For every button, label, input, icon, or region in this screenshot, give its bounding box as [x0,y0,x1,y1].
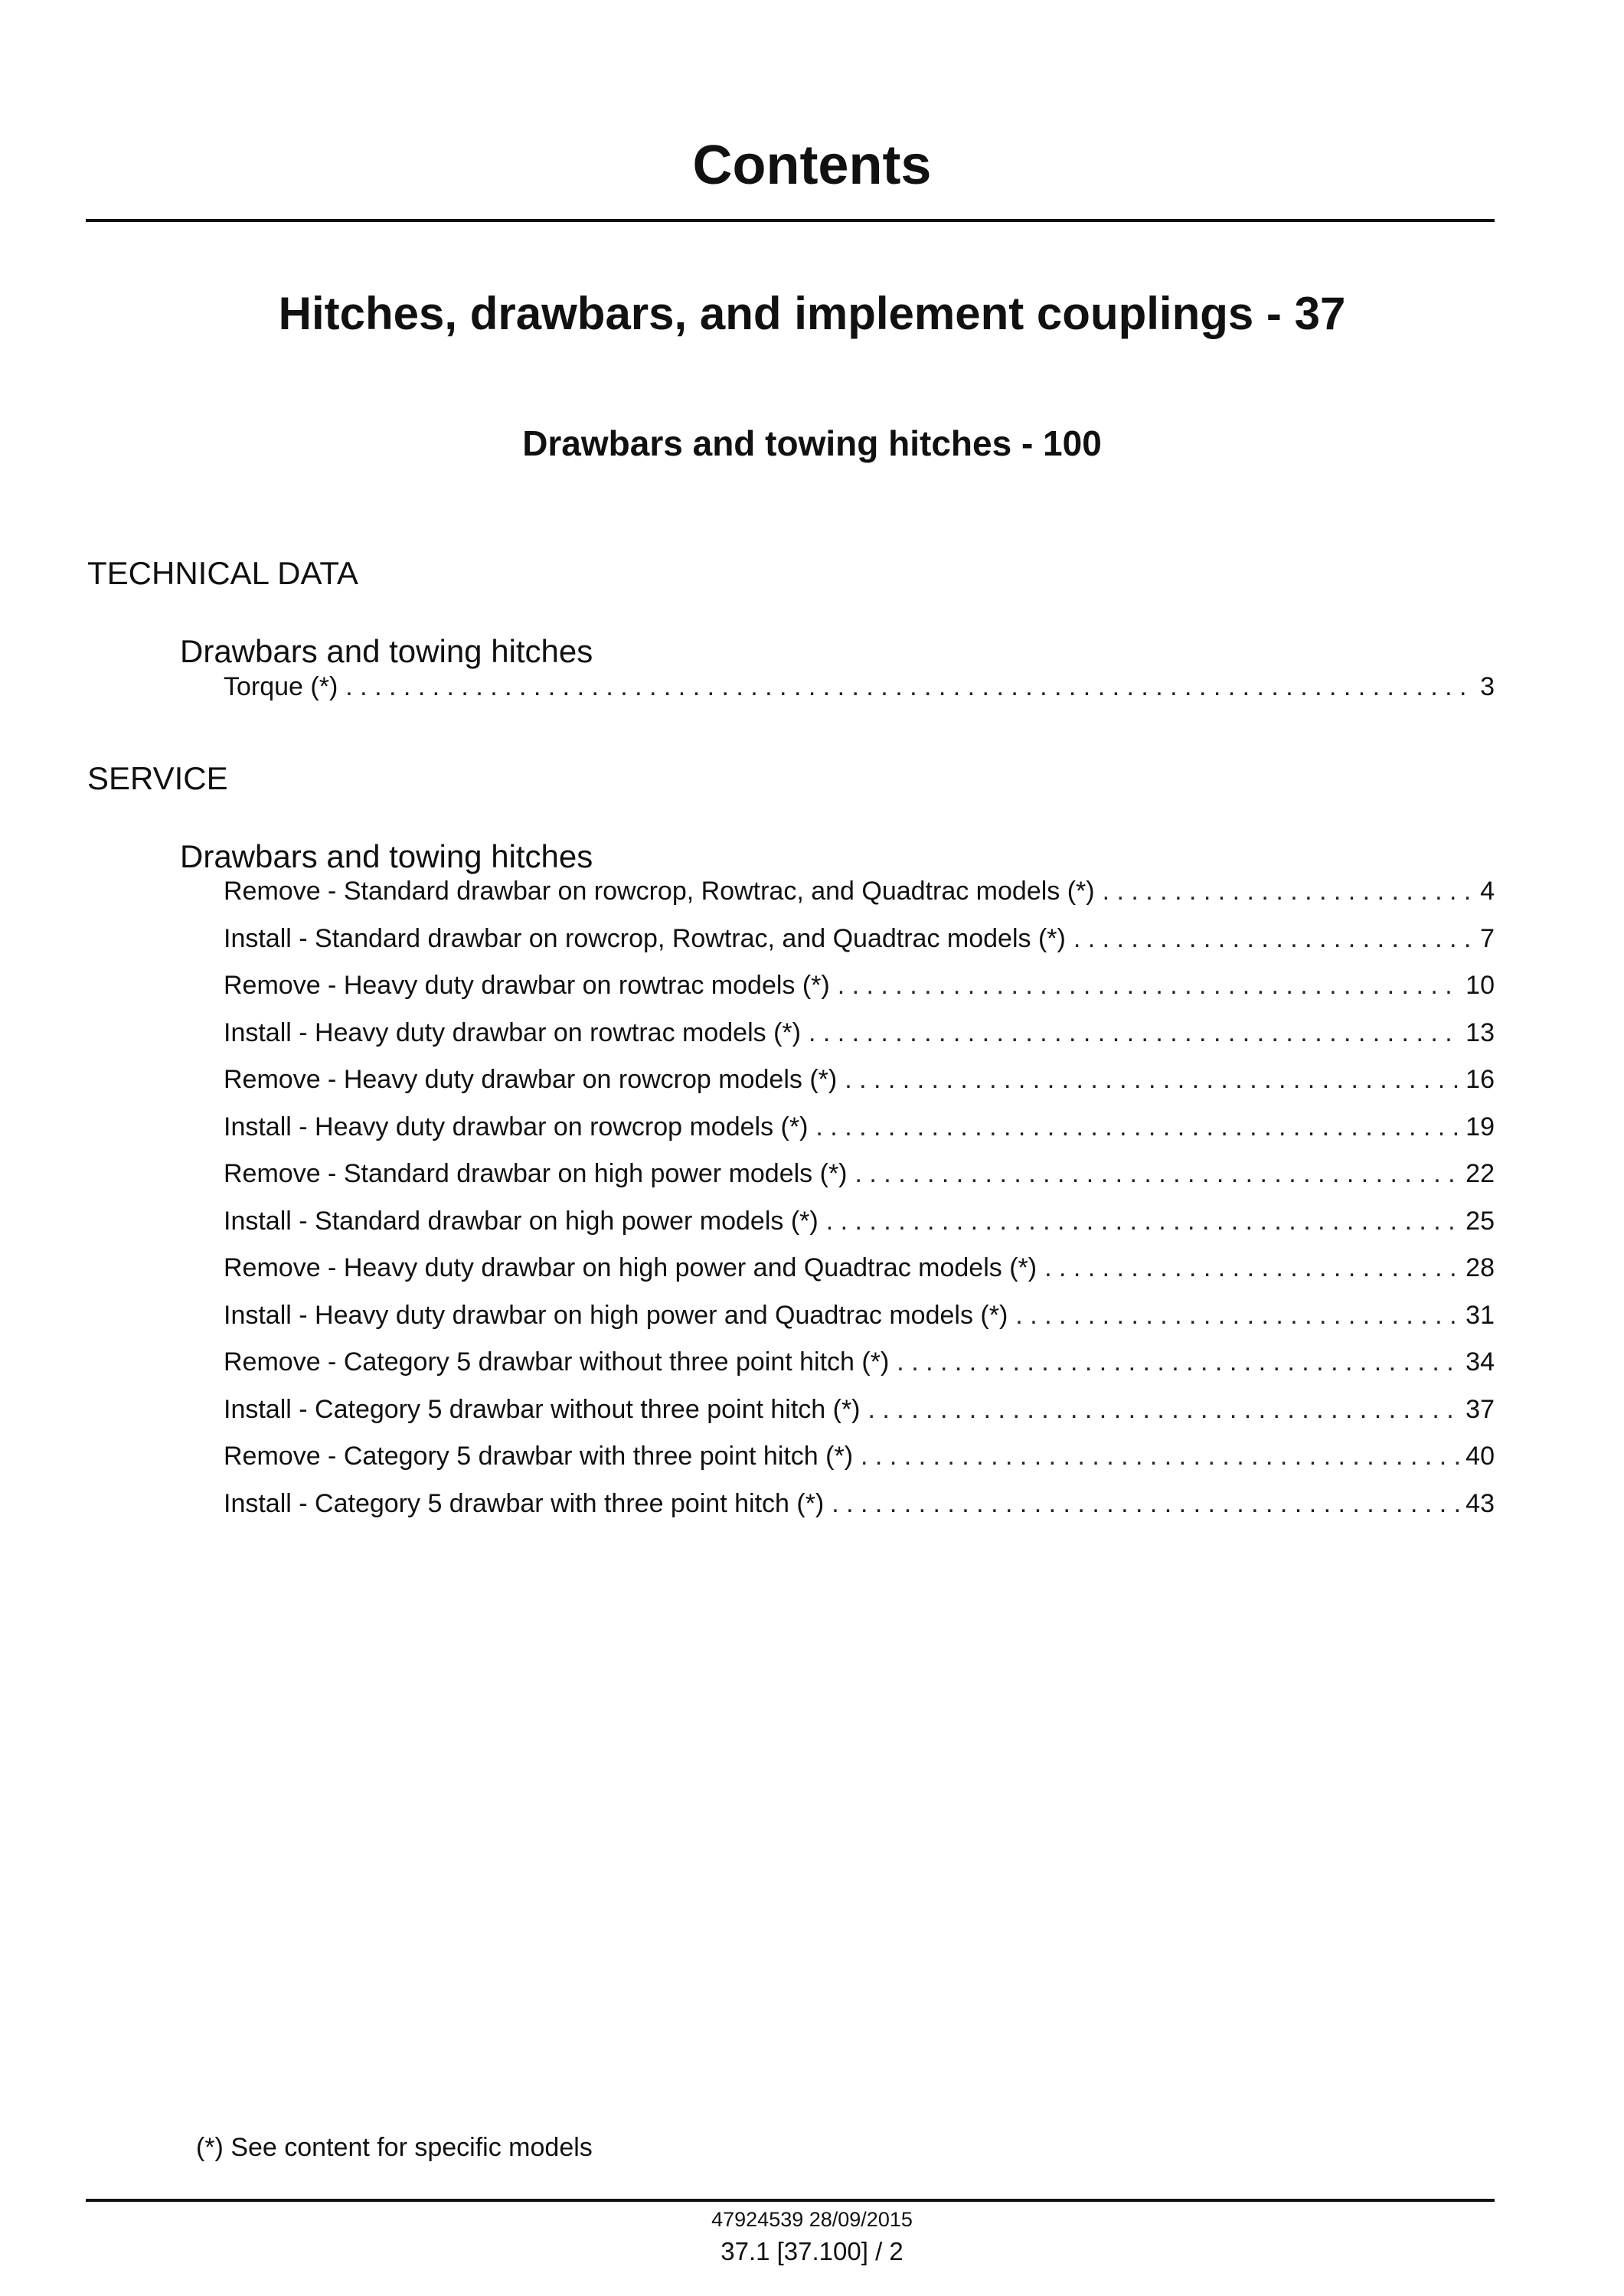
toc-entry-page: 40 [1466,1442,1495,1471]
page-title: Contents [692,135,932,196]
toc-entry-page: 19 [1466,1112,1495,1141]
technical-data-heading: TECHNICAL DATA [87,555,358,591]
toc-entry-page: 22 [1466,1159,1495,1188]
toc-entry[interactable] [224,1488,1495,1538]
toc-entry-label: Install - Heavy duty drawbar on high power and Quadtrac models (*) [224,1300,1008,1330]
header-divider [86,219,1495,222]
toc-entry-label: Remove - Heavy duty drawbar on high power and Quadtrac models (*) [224,1253,1037,1282]
toc-entry-page: 31 [1466,1300,1495,1330]
toc-entry-label: Install - Standard drawbar on high power models (*) [224,1206,819,1236]
toc-entry-label: Remove - Standard drawbar on rowcrop, Rowtrac, and Quadtrac models (*) [224,877,1095,906]
section-title: Hitches, drawbars, and implement couplings - 37 [278,288,1346,339]
dot-leader [832,1491,1461,1517]
toc-entry-label: Install - Heavy duty drawbar on rowtrac models (*) [224,1017,801,1047]
dot-leader [809,1020,1461,1046]
toc-entry-label: Install - Category 5 drawbar without three point hitch (*) [224,1394,861,1424]
technical-data-group-heading: Drawbars and towing hitches [180,633,593,669]
toc-entry-label: Remove - Heavy duty drawbar on rowtrac models (*) [224,971,830,1000]
toc-entry[interactable] [224,1302,1495,1350]
toc-entry-label: Install - Heavy duty drawbar on rowcrop models (*) [224,1112,809,1141]
dot-leader [845,1066,1461,1092]
toc-entry-page: 16 [1466,1065,1495,1094]
toc-entry-page: 13 [1466,1017,1495,1047]
toc-entry-page: 34 [1466,1347,1495,1377]
dot-leader [838,972,1461,998]
toc-entry-page: 7 [1480,923,1495,953]
footnote: (*) See content for specific models [196,2133,593,2162]
toc-entry-page: 25 [1466,1206,1495,1236]
dot-leader [861,1443,1461,1469]
toc-entry[interactable] [224,1208,1495,1256]
toc-entry-label: Remove - Category 5 drawbar without three point hitch (*) [224,1347,890,1377]
toc-entry-page: 10 [1466,971,1495,1000]
page-reference: 37.1 [37.100] / 2 [721,2237,903,2265]
toc-entry[interactable] [224,1349,1495,1396]
toc-entry[interactable] [224,1443,1495,1491]
technical-data-toc-list [224,674,1495,721]
toc-entry[interactable] [224,1161,1495,1208]
toc-entry-page: 3 [1480,672,1495,701]
toc-entry-label: Remove - Heavy duty drawbar on rowcrop models (*) [224,1065,838,1094]
service-group-heading: Drawbars and towing hitches [180,838,593,874]
service-toc-list [224,878,1495,1537]
toc-entry[interactable] [224,1396,1495,1444]
toc-entry[interactable] [224,674,1495,721]
dot-leader [1044,1255,1461,1281]
toc-entry[interactable] [224,1255,1495,1302]
toc-entry-page: 43 [1466,1488,1495,1518]
toc-entry-label: Remove - Category 5 drawbar with three point hitch (*) [224,1442,854,1471]
dot-leader [855,1161,1462,1187]
dot-leader [1073,926,1475,952]
dot-leader [868,1396,1462,1422]
toc-entry-page: 37 [1466,1394,1495,1424]
dot-leader [897,1349,1461,1375]
document-id: 47924539 28/09/2015 [711,2208,913,2231]
toc-entry-label: Install - Standard drawbar on rowcrop, Rowtrac, and Quadtrac models (*) [224,923,1066,953]
toc-entry[interactable] [224,923,1495,973]
dot-leader [815,1114,1461,1140]
service-heading: SERVICE [87,760,228,796]
dot-leader [345,674,1475,700]
dot-leader [826,1208,1461,1234]
toc-entry-label: Install - Category 5 drawbar with three point hitch (*) [224,1488,825,1518]
toc-entry[interactable] [224,1114,1495,1161]
toc-entry-label: Remove - Standard drawbar on high power models (*) [224,1159,848,1188]
toc-entry-page: 28 [1466,1253,1495,1282]
dot-leader [1015,1302,1461,1328]
footer-divider [86,2199,1495,2202]
toc-entry[interactable] [224,1017,1495,1067]
toc-entry[interactable] [224,878,1495,926]
dot-leader [1103,878,1475,904]
toc-entry-label: Torque (*) [224,672,338,701]
toc-entry[interactable] [224,1066,1495,1114]
toc-entry-page: 4 [1480,877,1495,906]
toc-entry[interactable] [224,972,1495,1020]
subsection-title: Drawbars and towing hitches - 100 [522,423,1102,463]
